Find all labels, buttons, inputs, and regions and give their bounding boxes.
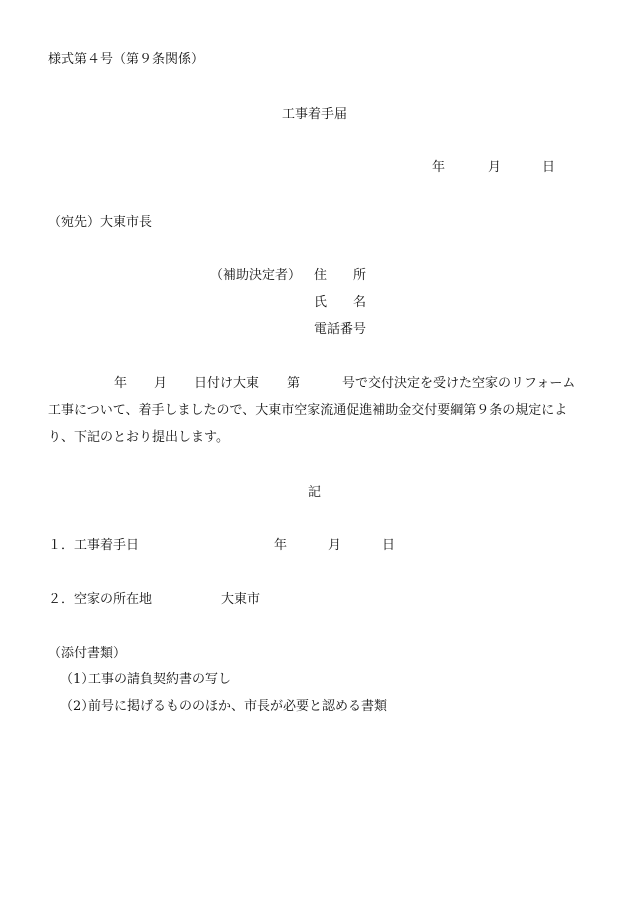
item-1-month: 月 bbox=[328, 538, 342, 553]
item-1-number: １． bbox=[48, 538, 75, 553]
body-line1-year: 年 bbox=[114, 376, 128, 391]
body-line2: 工事について、着手しましたので、大東市空家流通促進補助金交付要綱第９条の規定によ bbox=[48, 403, 568, 418]
attachment-2-number: （2） bbox=[60, 699, 95, 714]
body-line1-dai: 第 bbox=[287, 376, 301, 391]
body-line3: り、下記のとおり提出します。 bbox=[48, 430, 229, 445]
item-2-label: 空家の所在地 bbox=[74, 592, 153, 607]
body-line1-day: 日付け大東 bbox=[194, 376, 260, 391]
attachment-1-text: 工事の請負契約書の写し bbox=[88, 672, 232, 687]
item-2-value: 大東市 bbox=[221, 592, 261, 607]
applicant-phone-label: 電話番号 bbox=[314, 322, 367, 337]
applicant-role: （補助決定者） bbox=[210, 268, 302, 283]
form-number: 様式第４号（第９条関係） bbox=[48, 52, 205, 67]
ki-heading: 記 bbox=[308, 485, 322, 500]
item-1-label: 工事着手日 bbox=[74, 538, 140, 553]
body-line1-rest: 号で交付決定を受けた空家のリフォーム bbox=[342, 376, 576, 391]
attachment-1-number: （1） bbox=[60, 672, 95, 687]
item-1-day: 日 bbox=[382, 538, 396, 553]
applicant-address-label: 住 所 bbox=[314, 268, 367, 283]
attachments-heading: （添付書類） bbox=[48, 646, 127, 661]
attachment-2-text: 前号に掲げるもののほか、市長が必要と認める書類 bbox=[88, 699, 388, 714]
body-line1-month: 月 bbox=[154, 376, 168, 391]
date-day: 日 bbox=[542, 160, 556, 175]
item-1-year: 年 bbox=[274, 538, 288, 553]
date-month: 月 bbox=[488, 160, 502, 175]
item-2-number: ２． bbox=[48, 592, 75, 607]
addressee: （宛先）大東市長 bbox=[48, 215, 153, 230]
applicant-name-label: 氏 名 bbox=[314, 295, 367, 310]
document-title: 工事着手届 bbox=[282, 107, 348, 122]
date-year: 年 bbox=[432, 160, 446, 175]
